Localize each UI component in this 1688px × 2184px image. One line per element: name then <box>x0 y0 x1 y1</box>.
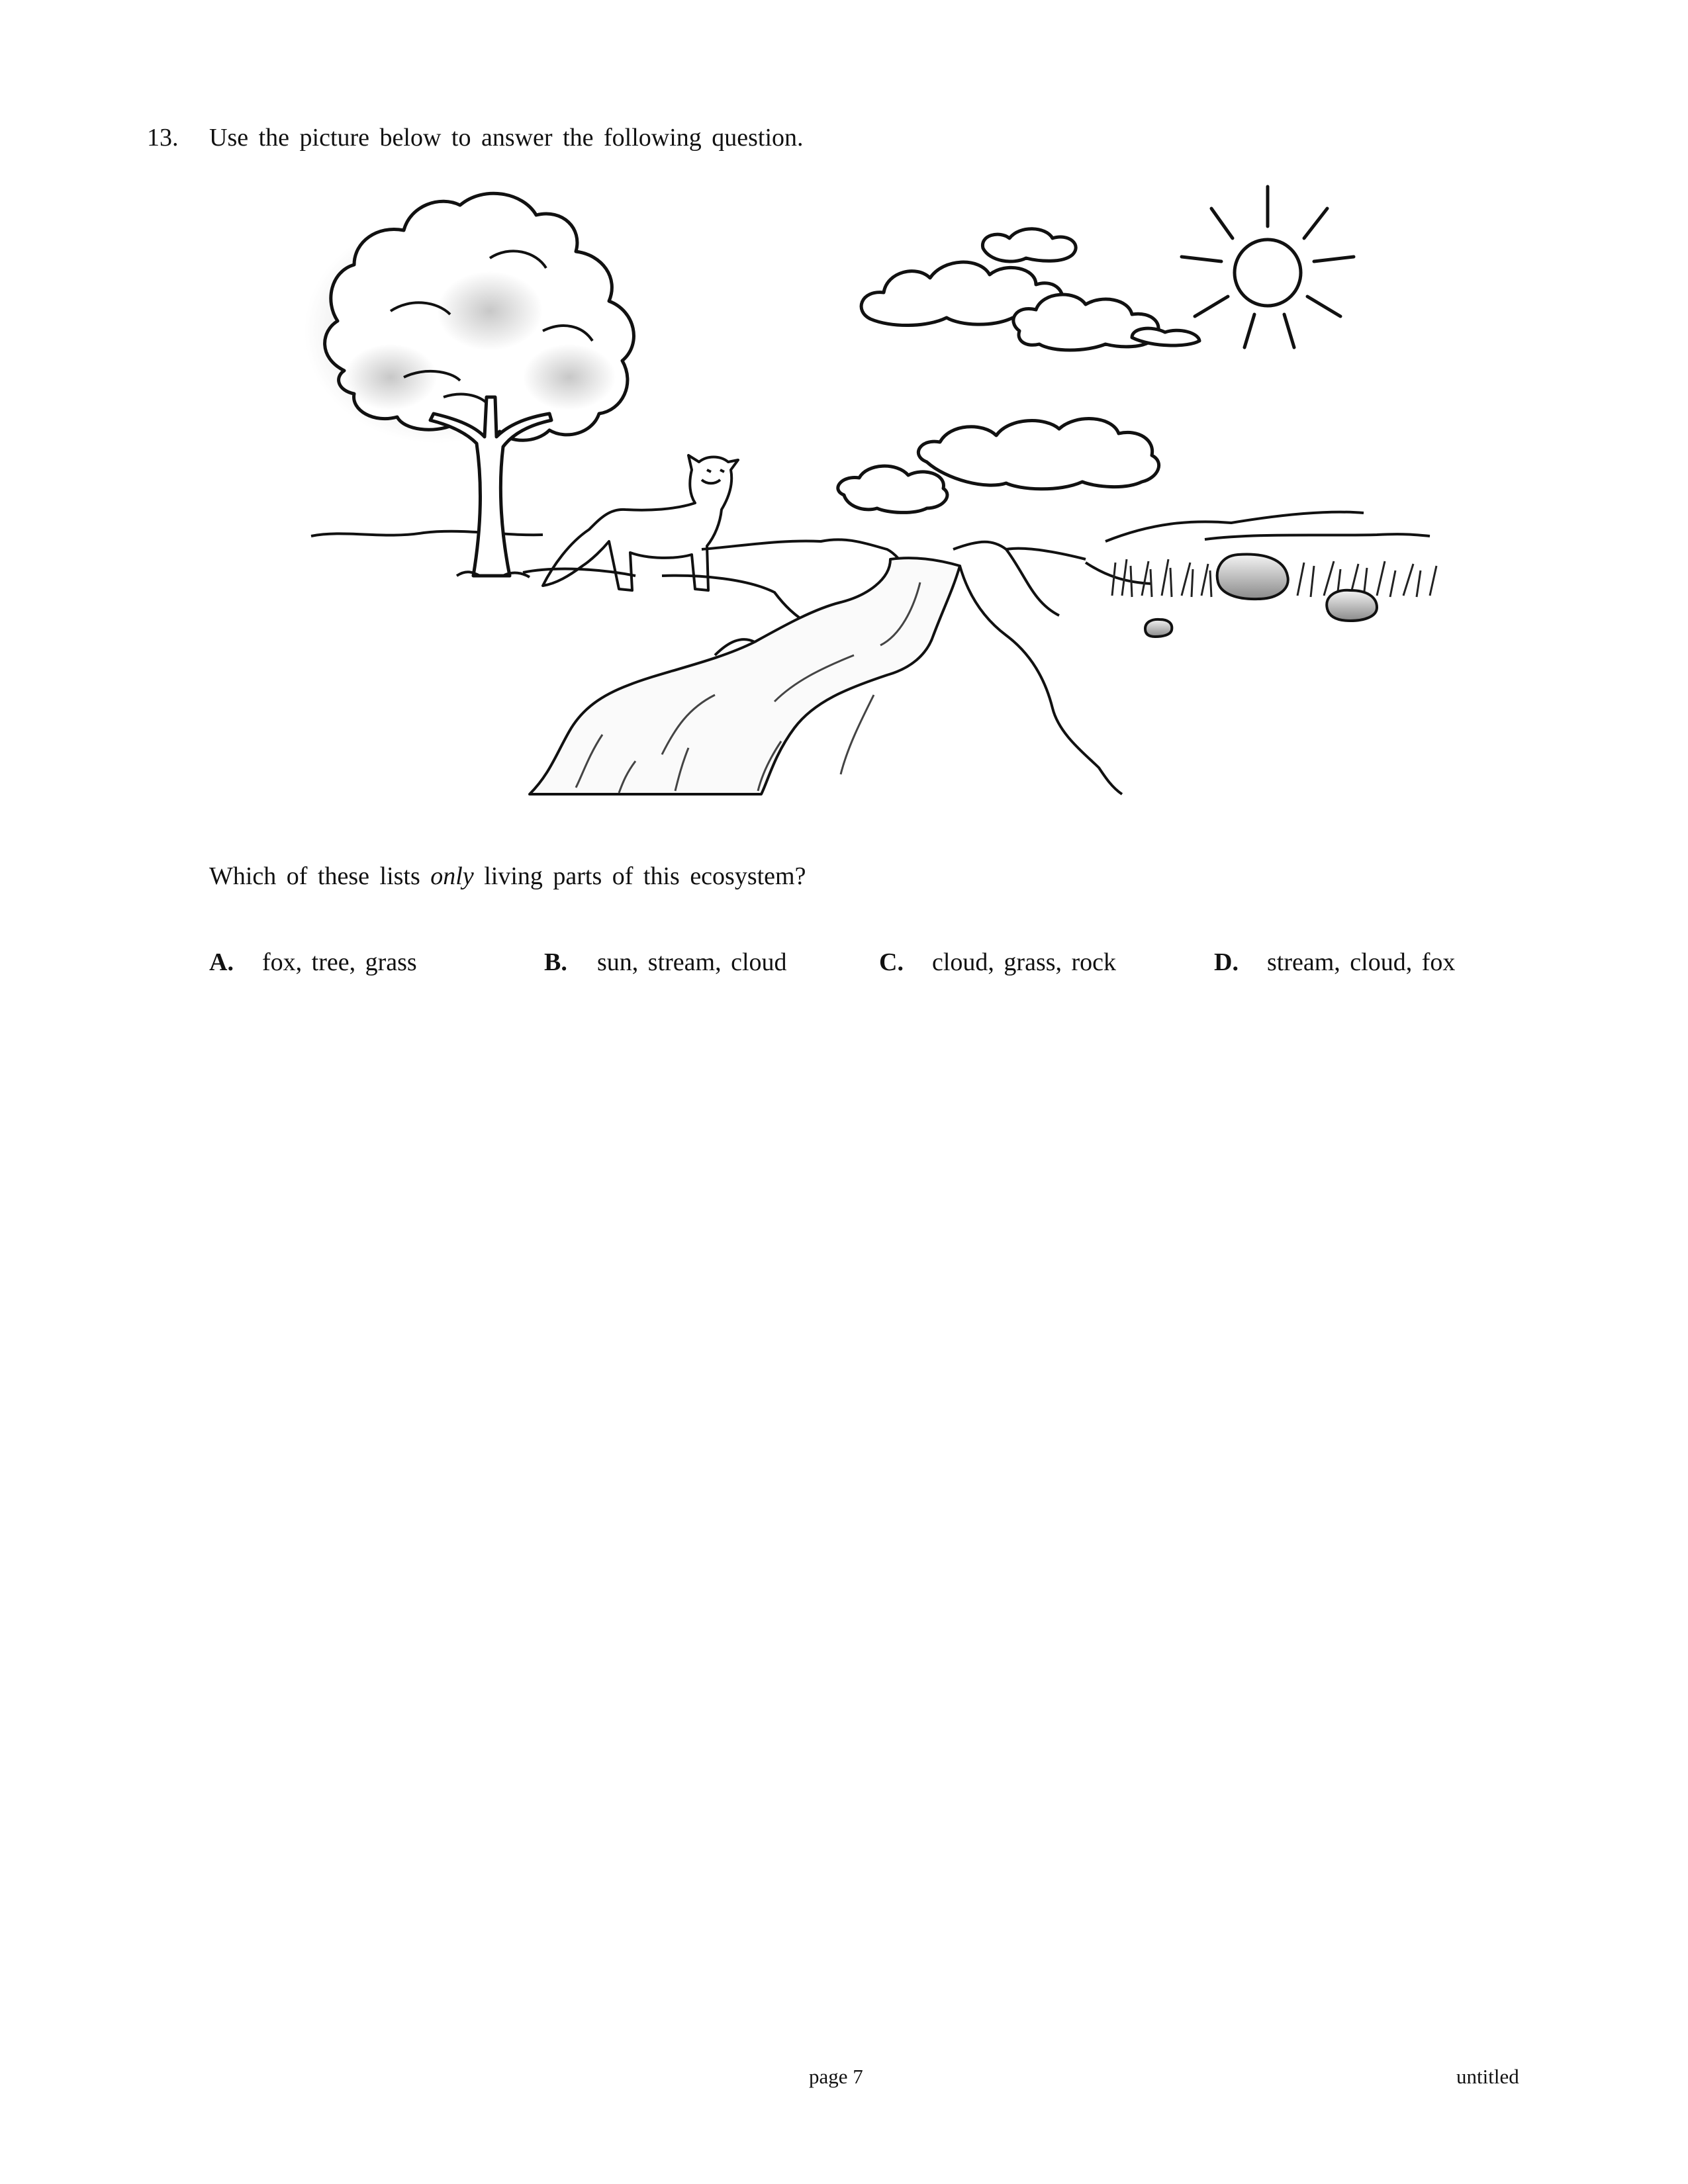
cloud-drawing <box>838 229 1199 513</box>
question-number: 13. <box>147 124 179 152</box>
rocks-drawing <box>1145 554 1377 637</box>
question-stem: Use the picture below to answer the following question. <box>209 124 804 152</box>
page-number: page 7 <box>809 2065 863 2088</box>
prompt-emphasis: only <box>430 862 474 890</box>
ecosystem-illustration <box>291 179 1456 854</box>
answer-choice-c[interactable]: C. cloud, grass, rock <box>879 948 1117 976</box>
answer-choice-b[interactable]: B. sun, stream, cloud <box>544 948 787 976</box>
document-title: untitled <box>1456 2065 1519 2088</box>
question-prompt: Which of these lists only living parts of this ecosystem? <box>209 862 806 890</box>
answer-choice-a[interactable]: A. fox, tree, grass <box>209 948 417 976</box>
sun-drawing <box>1182 187 1354 347</box>
answer-choice-d[interactable]: D. stream, cloud, fox <box>1214 948 1456 976</box>
tree-drawing <box>305 193 633 577</box>
